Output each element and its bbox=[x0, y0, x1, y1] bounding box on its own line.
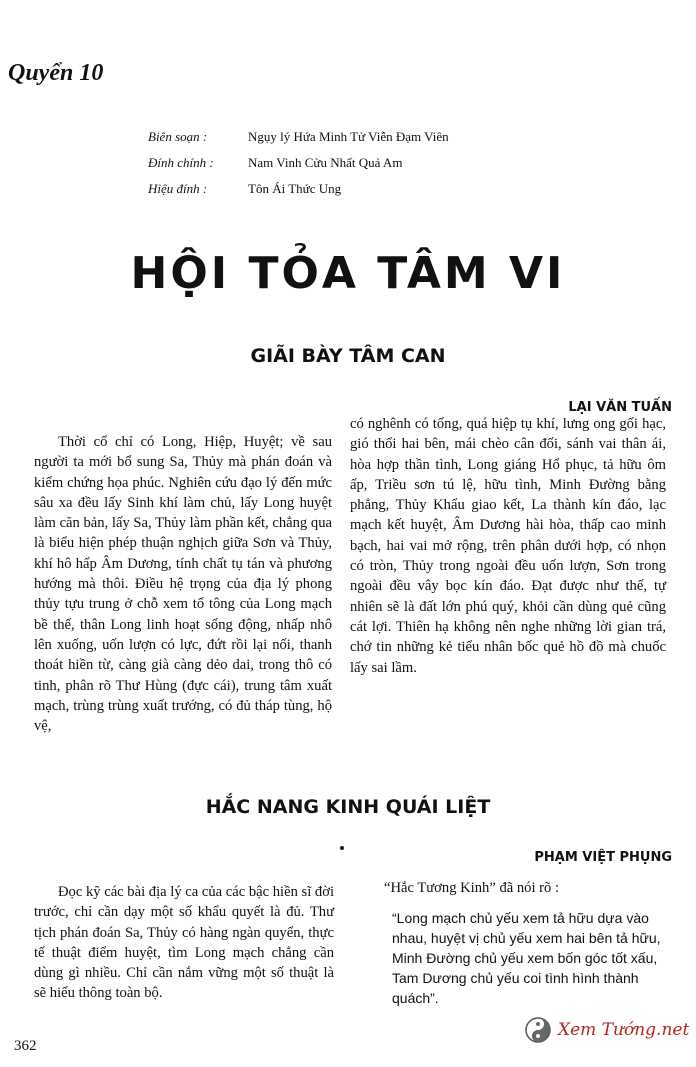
credit-label: Biên soạn : bbox=[148, 129, 208, 144]
quote-text: “Long mạch chủ yếu xem tả hữu dựa vào nhau, huyệt vị chủ yếu xem hai bên tả hữu, Minh Đường chủ yếu xem bốn góc tốt xấu, Tam Dương chủ yếu coi tình hình thành quách”. bbox=[392, 910, 661, 1006]
watermark-text: Xem Tướng.net bbox=[558, 1020, 690, 1040]
section-author: PHẠM VIỆT PHỤNG bbox=[534, 850, 672, 865]
credit-label: Đính chính : bbox=[148, 155, 214, 170]
yin-yang-icon bbox=[524, 1016, 552, 1044]
section-title: HẮC NANG KINH QUÁI LIỆT bbox=[205, 796, 491, 818]
article-column-left bbox=[34, 882, 334, 1004]
section-author: LẠI VĂN TUẤN bbox=[568, 400, 672, 415]
credit-value: Nam Vinh Cửu Nhất Quả Am bbox=[248, 155, 403, 170]
paragraph: có nghênh có tống, quá hiệp tụ khí, lưng ong gối hạc, gió thổi hai bên, mái chèo cân đối, sánh vai thân ái, hòa hợp thần tình, Long giáng Hổ phục, tả hữu ôm ấp, Triều sơn tú lệ, hữu tình, Minh Đường bằng phẳng, Thủy Khẩu giao kết, La thành kín đáo, lạc mạch kết huyệt, Âm Dương hài hòa, thấp cao minh bạch, hai vai mở rộng, trên phân dưới hợp, có nhọn có tròn, Thủy trong ngoài đều uốn lượn, Sơn trong ngoài đều vây bọc kín đáo. Đạt được như thế, tự nhiên sẽ là đất lớn phú quý, khỏi cần dùng quẻ cũng cát lợi. Thiên hạ không nên nghe những lời gian trá, chớ tin những kẻ tiểu nhân bốc quẻ hồ đồ mà chuốc lấy sai lầm. bbox=[350, 416, 666, 676]
credit-value: Ngụy lý Hứa Minh Tử Viễn Đạm Viên bbox=[248, 129, 449, 144]
credit-row bbox=[148, 176, 449, 202]
credit-label: Hiệu đính : bbox=[148, 181, 208, 196]
credits-block bbox=[148, 124, 449, 202]
ink-dot bbox=[340, 846, 344, 850]
quote-intro: “Hắc Tương Kinh” đã nói rõ : bbox=[384, 880, 560, 896]
watermark bbox=[524, 1016, 689, 1044]
article-column-left bbox=[34, 432, 332, 736]
credit-row bbox=[148, 124, 449, 150]
page-title: HỘI TỎA TÂM VI bbox=[130, 248, 566, 299]
section-title: GIÃI BÀY TÂM CAN bbox=[250, 345, 446, 367]
book-label: Quyển 10 bbox=[8, 60, 104, 86]
page-number: 362 bbox=[14, 1038, 37, 1054]
credit-value: Tôn Ái Thức Ung bbox=[248, 181, 342, 196]
paragraph: Đọc kỹ các bài địa lý ca của các bậc hiền sĩ đời trước, chỉ cần dạy một số khẩu quyết là đủ. Thư tịch phán đoán Sa, Thủy có hàng ngàn quyển, thực tế thuật điểm huyệt, tìm Long mạch chẳng cần dùng gì nhiều. Chỉ cần nắm vững một số thuật là sẽ hiểu thông toàn bộ. bbox=[34, 884, 334, 1002]
paragraph: Thời cổ chỉ có Long, Hiệp, Huyệt; về sau người ta mới bổ sung Sa, Thủy mà phán đoán và kiểm chứng họa phúc. Nghiên cứu đạo lý đến mức sâu xa đều lấy Sinh khí làm chủ, lấy Long huyệt làm căn bản, lấy Sa, Thủy làm phần kết, chẳng qua là biểu hiện phép thuận nghịch giữa Sơn và Thủy, khí hô hấp Âm Dương, tính chất tụ tán và phương hướng mà thôi. Điều hệ trọng của địa lý phong thủy tựu trung ở chỗ xem tổ tông của Long mạch bề thế, thân Long linh hoạt sống động, nhấp nhô lên xuống, uốn lượn có lực, đứt rồi lại nối, thanh thoát hiền từ, càng già càng dẻo dai, trong thô có tinh, phân rõ Thư Hùng (đực cái), trung tâm xuất mạch, trùng trùng xuất trướng, có đủ tháp tùng, hộ vệ, bbox=[34, 434, 332, 735]
credit-row bbox=[148, 150, 449, 176]
article-column-right bbox=[350, 414, 666, 678]
